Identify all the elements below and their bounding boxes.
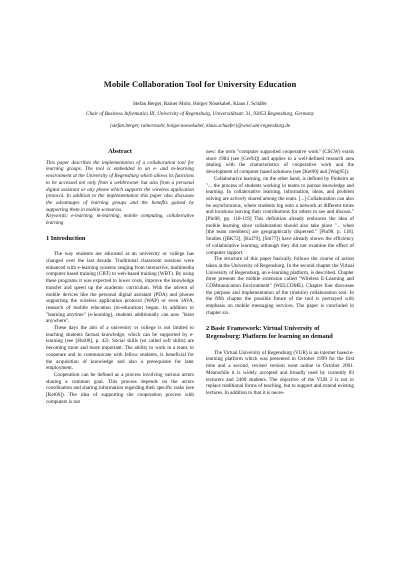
intro-continued-paragraph: new: the term "computer supported cooperative work" (CSCW) exists since 1984 (see [Gre94]) and applies to a well-defined research area dealing with the characteristics of cooperative work and the development of computer based solutions (see [Ket00] and [Wag95]). [206,149,354,176]
structure-paragraph: The structure of this paper basically follows the course of action taken at the University of Regensburg. In the second chapter the Virtual University of Regensburg, an e-learning platform, is described. Chapter three presents the mobile extension called "Wireless E-Learning and COMmunication Environment" (WELCOME). Chapter four discusses the purpose and implementation of the (mobile) collaboration tool. In the fifth chapter the possible future of the tool is portrayed with emphasis on mobile messaging services. The paper is concluded in chapter six. [206,256,354,316]
section-1-heading: 1 Introduction [46,234,86,242]
intro-paragraph-1: The way students are educated at an university or college has changed over the last decade. Traditional classroom sessions were enhanced with e-learning systems ranging from interactive, multimedia computer based training (CBT) to web-based training (WBT). By using these programs it was expected to lower costs, improve the knowledge transfer and speed up the academic curriculum. With the advent of mobile devices like the personal digital assistant (PDA) and phones supporting the wireless application protocol (WAP) or even JAVA, research of mobile education (m-education) began. In addition to "learning anytime" (e-learning), students additionally can now "learn anywhere". [46,251,194,325]
section-2-heading: 2 Basic Framework: Virtual University of Regensburg: Platform for learning on demand [206,324,333,341]
abstract-text: This paper describes the implementation of a collaboration tool for learning groups. The tool is embedded in an e- and m-learning environment at the University of Regensburg which allows its functions to be accessed not only from a webbrowser but also from a personal digital assistant or any phone which supports the wireless application protocol. In addition to the implementation this paper also discusses the advantages of learning groups and the benefits gained by supporting them in mobile scenarios. [46,159,194,213]
paper-title: Mobile Collaboration Tool for University Education [103,79,297,89]
keywords: Keywords: e-learning, m-learning, mobile computing, collaborative learning [46,213,194,227]
abstract-heading: Abstract [108,148,132,155]
collab-learning-paragraph: Collaborative learning, on the other hand, is defined by Pinheiro as "... the process of students working in teams to pursue knowledge and learning. In collaborative learning, information, ideas, and problem solving are actively shared among the team. [...] Collaboration can also be asynchronous, where students log onto a network at different times and locations leaving their contributions for others to see and discuss." [Pin98, pp. 118-119] This definition already embraces the idea of mobile learning since collaboration should also take place "... when [the team members] are geographically dispersed." [Pin98, p. 118]. Studies ([BK72], [Kul79], [Sm77]) have already shown the efficiency of collaborative learning, although they did not examine the effect of computer support. [206,175,354,256]
intro-paragraph-3: Cooperation can be defined as a process involving various actors sharing a common goal. This process depends on the actors coordination and sharing information regarding their specific tasks (see [Ket00]). The idea of supporting the cooperation process with computers is not [46,371,194,405]
section-2-paragraph: The Virtual University of Regensburg (VUR) is an internet based e-learning platform which was presented in October 1999 for the first time and a second, revised version went online in October 2001. Meanwhile it is widely accepted and broadly used by currently 83 lecturers and 2400 students. The objective of the VUR 2 is not to replace traditional forms of teaching, but to support and extend existing lectures. In addition to that it is neces- [206,349,354,396]
right-column [206,149,354,397]
author-emails: {stefan.berger, rainer.mohr, holger.noesekabel, klaus.schaefer}@wiwi.uni-regensburg.de [109,123,291,129]
affiliation: Chair of Business Informatics III, University of Regensburg, Universitätsstr. 31, 93053 Regensburg, Germany [86,111,314,117]
intro-paragraph-2: These days the aim of a university or college is not limited to teaching students factual knowledge, which can be supported by e-learning (see [Hor00], p. 42). Social skills (so called soft skills) are becoming more and more important. The ability to work in a team, to cooperate and to communicate with fellow students, is beneficial for the acquisition of knowledge and also a prerequisite for later employment. [46,325,194,372]
author-list: Stefan Berger, Rainer Mohr, Holger Nösekabel, Klaus J. Schäfer [132,101,268,107]
left-column [46,149,194,406]
